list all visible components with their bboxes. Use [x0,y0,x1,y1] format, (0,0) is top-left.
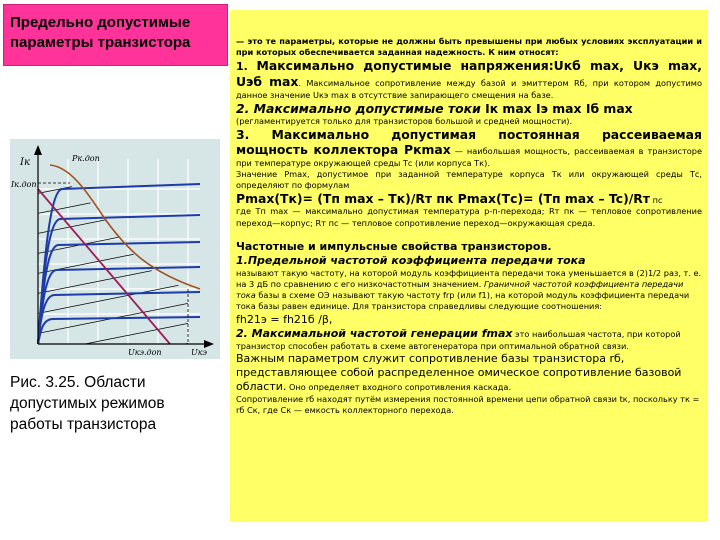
voltage-limit-line [38,189,170,344]
freq-1-body-2: базы в схеме ОЭ называют такую частоту frp (или f1), на которой модуль коэффициента передачи тока базы равен единице. Для транзистора справедливы следующие соотношения: [236,290,690,312]
label-uke: Uкэ [191,348,207,357]
param-1-heading: Максимально допустимые напряжения:Uкб max, Uкэ max, Uэб max [236,58,702,90]
text-panel [230,10,708,522]
freq-2-heading: 2. Максимальной частотой генерации fmax [236,326,513,340]
param-3-heading: 3. Максимально допустимая постоянная рассеиваемая мощность коллектора Pкmax [236,127,702,158]
pmax-formula-tail: пс [649,195,663,206]
pmax-legend: где Тп max — максимально допустимая температура р-п-перехода; Rт пк — тепловое сопротивление переход—корпус; Rт пс — тепловое сопротивление переход—окружающая среда. [236,206,702,228]
label-ikdop: Iк.доп [11,180,37,189]
rb-text-3: Сопротивление rб находят путём измерения постоянной времени цепи обратной связи tк, поскольку тк = rб Cк, где Ск — емкость коллекторного перехода. [236,393,700,416]
freq-formula: fh21э = fh21б /β, [236,312,333,326]
pmax-formula: Pmax(Тк)= (Tп max – Tк)/Rт пк Pmax(Тс)= (Tп max – Tc)/Rт [236,191,650,207]
slide-title: Предельно допустимые параметры транзистора [3,4,228,66]
safe-operating-area-figure [10,139,220,359]
freq-2-body: это наибольшая частота, при которой транзистор способен работать в схеме автогенератора при оптимальной обратной связи. [236,328,681,351]
figure-svg [10,139,220,359]
freq-heading: Частотные и импульсные свойства транзисторов. [236,239,552,253]
intro-text: — это те параметры, которые не должны быть превышены при любых условиях эксплуатации и при которых обеспечивается заданная надежность. К ним относят: [236,36,702,58]
label-ukdop: Uкэ.доп [128,348,162,357]
rb-text-2: Оно определяет входного сопротивления каскада. [286,381,512,392]
pmax-text: Значение Pmax, допустимое при заданной температуре корпуса Тк или окружающей среды Тс, определяют по формулам [236,168,702,191]
param-2-heading: 2. Максимально допустимые токи [236,100,486,116]
param-3-body: — наибольшая мощность, рассеиваемая в транзисторе при температуре окружающей среды Тс (или корпуса Тк). [236,146,703,168]
freq-1-italic: Граничной частотой коэффициента передачи тока [236,279,684,301]
rb-text-1: Важным параметром служит сопротивление базы транзистора rб, представляющее собой распределенное омическое сопротивление базовой области. [236,351,682,393]
x-axis-arrow [204,340,214,348]
label-pk: Pк.доп [72,154,100,163]
param-1-number: 1. [236,60,257,74]
freq-1-body: называют такую частоту, на которой модуль коэффициента передачи тока уменьшается в (2)1/2 раз, т. е. на 3 дБ по сравнению с его низкочастотным значением. [236,267,702,290]
param-2-formula: Iк max Iэ max Iб max [485,100,633,116]
freq-1-heading: 1.Предельной частотой коэффициента передачи тока [236,253,586,267]
figure-caption: Рис. 3.25. Области допустимых режимов работы транзистора [10,374,165,433]
y-axis-arrow [34,145,42,155]
label-ik: Iк [20,157,30,168]
param-2-note: (регламентируется только для транзисторов большой и средней мощности). [236,116,573,127]
param-1-body: . Максимальное сопротивление между базой и эмиттером Rб, при котором допустимо данное значение Uкэ max в отсутствие запирающего смещения на базе. [236,78,702,100]
